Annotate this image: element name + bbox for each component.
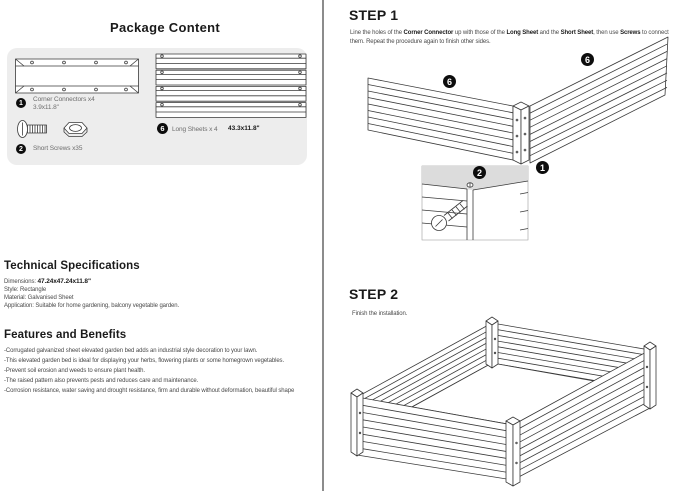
long-sheets-size: 43.3x11.8" [228, 125, 260, 132]
corner-connectors-badge: 1 [16, 98, 26, 108]
technical-specifications-list [4, 278, 179, 310]
corner-connector-illustration [14, 53, 140, 99]
feature-item: -Corrosion resistance, water saving and drought resistance, firm and durable without deformation, beautiful shape [4, 388, 295, 394]
spec-dimensions: Dimensions: 47.24x47.24x11.8" [4, 278, 91, 285]
feature-item: -Prevent soil erosion and weeds to ensure plant health. [4, 368, 145, 374]
step2-instruction: Finish the installation. [352, 311, 408, 317]
features-benefits-list [4, 346, 294, 396]
feature-item: -The raised pattern also prevents pests and reduces care and maintenance. [4, 378, 199, 384]
step1-long-sheet-badge-left: 6 [443, 75, 456, 88]
step1-assembly-illustration [340, 30, 679, 261]
step1-screw-badge: 2 [473, 166, 486, 179]
corner-connectors-label: Corner Connectors x4 3.9x11.8" [33, 96, 95, 111]
step1-long-sheet-badge-right: 6 [581, 53, 594, 66]
short-screws-badge: 2 [16, 144, 26, 154]
technical-specifications-title: Technical Specifications [4, 260, 140, 272]
spec-material: Material: Galvanised Sheet [4, 295, 74, 301]
long-sheets-label: Long Sheets x 4 [172, 126, 218, 133]
feature-item: -Corrugated galvanized sheet elevated garden bed adds an industrial style decoration to your lawn. [4, 348, 258, 354]
long-sheets-illustration [155, 53, 307, 119]
step1-title: STEP 1 [349, 7, 399, 23]
step1-instruction: Line the holes of the Corner Connector up with those of the Long Sheet and the Short Sheet, then use Screws to connect them. Repeat the procedure again to finish other sides. [350, 30, 669, 45]
step1-corner-connector-badge: 1 [536, 161, 549, 174]
features-benefits-title: Features and Benefits [4, 329, 127, 341]
screw-illustration [16, 118, 50, 140]
package-content-title: Package Content [110, 20, 220, 35]
column-divider [322, 0, 324, 491]
spec-application: Application: Suitable for home gardening, balcony vegetable garden. [4, 303, 180, 309]
long-sheets-badge: 6 [157, 123, 168, 134]
step2-title: STEP 2 [349, 286, 399, 302]
spec-style: Style: Rectangle [4, 287, 47, 293]
short-screws-label: Short Screws x35 [33, 145, 83, 152]
nut-illustration [62, 120, 89, 139]
feature-item: -This elevated garden bed is ideal for displaying your herbs, flowering plants or some homegrown vegetables. [4, 358, 285, 364]
